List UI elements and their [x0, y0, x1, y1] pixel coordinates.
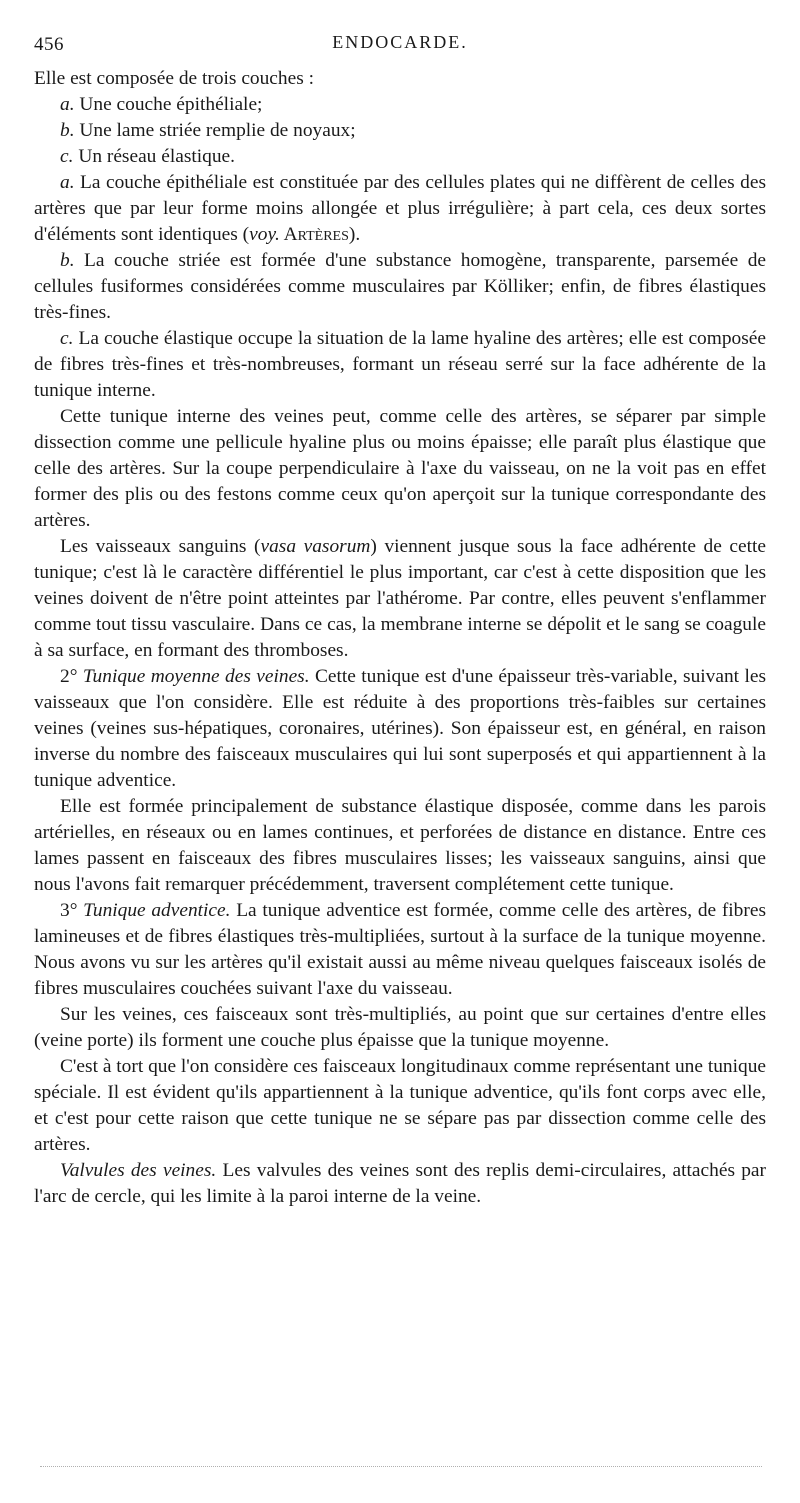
- cross-ref-voy: voy.: [249, 224, 280, 245]
- paragraph-elastic-layer: [34, 326, 766, 404]
- bottom-show-through-rule: [40, 1466, 762, 1467]
- paragraph-close: ).: [348, 224, 361, 245]
- paragraph-letter: a.: [60, 172, 75, 193]
- paragraph-blood-vessels: [34, 534, 766, 664]
- paragraph-elastic-substance: Elle est formée principalement de substance élastique disposée, comme dans les parois artérielles, en réseaux ou en lames continues, et perforées de distance en distance. Entre ces lames passent en faisceaux des fibres musculaires lisses; les vaisseaux sanguins, ainsi que nous l'avons fait remarquer précédemment, traversent complétement cette tunique.: [34, 796, 766, 895]
- paragraph-letter: b.: [60, 250, 75, 271]
- paragraph-valves: [34, 1158, 766, 1210]
- paragraph-middle-tunic: [34, 664, 766, 794]
- paragraph-text: La couche élastique occupe la situation de la lame hyaline des artères; elle est composée de fibres très-fines et très-nombreuses, formant un réseau serré sur la face adhérente de la tunique interne.: [34, 328, 766, 401]
- book-page: [34, 28, 766, 1210]
- paragraph-text: Cette tunique est d'une épaisseur très-variable, suivant les vaisseaux que l'on considère. Elle est réduite à des proportions très-faibles sur certaines veines (veines sus-hépatiques, coronaires, utérines). Son épaisseur est, en général, en raison inverse du nombre des faisceaux musculaires qui lui sont superposés et qui appartiennent à la tunique adventice.: [34, 666, 766, 791]
- enum-letter: c.: [60, 146, 74, 167]
- section-number: 3°: [60, 900, 78, 921]
- paragraph-adventitia: [34, 898, 766, 1002]
- section-heading: Tunique moyenne des veines.: [77, 666, 310, 687]
- paragraph-text: La couche épithéliale est constituée par des cellules plates qui ne diffèrent de celles des artères que par leur forme moins allongée et plus irrégulière; à part cela, ces deux sortes d'éléments sont identiques (: [34, 172, 766, 245]
- page-header: [34, 28, 766, 58]
- enum-text: Une couche épithéliale;: [74, 94, 263, 115]
- paragraph-epithelial-layer: [34, 170, 766, 248]
- section-heading: Tunique adventice.: [77, 900, 231, 921]
- page-number: 456: [34, 34, 64, 55]
- enum-letter: a.: [60, 94, 75, 115]
- enum-text: Un réseau élastique.: [73, 146, 235, 167]
- paragraph-striated-layer: [34, 248, 766, 326]
- paragraph-text: Les vaisseaux sanguins (: [60, 536, 261, 557]
- paragraph-internal-tunic: Cette tunique interne des veines peut, comme celle des artères, se séparer par simple dissection comme une pellicule hyaline plus ou moins épaisse; elle paraît plus élastique que celle des artères. Sur la coupe perpendiculaire à l'axe du vaisseau, on ne la voit pas en effet former des plis ou des festons comme ceux qu'on aperçoit sur la tunique correspondante des artères.: [34, 406, 766, 531]
- cross-ref-arteres: Artères: [279, 224, 349, 245]
- paragraph-text: ) viennent jusque sous la face adhérente de cette tunique; c'est là le caractère différentiel le plus important, car c'est à cette disposition que les veines doivent de n'être point atteintes par l'athérome. Par contre, elles peuvent s'enflammer comme tout tissu vasculaire. Dans ce cas, la membrane interne se dépolit et le sang se coagule à sa surface, en formant des thromboses.: [34, 536, 767, 661]
- running-title: ENDOCARDE.: [332, 32, 468, 52]
- latin-term: vasa vasorum: [260, 536, 371, 557]
- body-text: [34, 66, 766, 1210]
- paragraph-text: La couche striée est formée d'une substance homogène, transparente, parsemée de cellules fusiformes considérées comme musculaires par Kölliker; enfin, de fibres élastiques très-fines.: [34, 250, 766, 323]
- paragraph-text: La tunique adventice est formée, comme celle des artères, de fibres lamineuses et de fibres élastiques très-multipliées, surtout à la surface de la tunique moyenne. Nous avons vu sur les artères qu'il existait aussi au même niveau quelques faisceaux isolés de fibres musculaires couchées suivant l'axe du vaisseau.: [34, 900, 766, 999]
- section-number: 2°: [60, 666, 78, 687]
- paragraph-muscle-bundles: Sur les veines, ces faisceaux sont très-multipliés, au point que sur certaines d'entre elles (veine porte) ils forment une couche plus épaisse que la tunique moyenne.: [34, 1004, 766, 1051]
- enumeration-item-a: [34, 92, 766, 118]
- paragraph-text: Les valvules des veines sont des replis demi-circulaires, attachés par l'arc de cercle, qui les limite à la paroi interne de la veine.: [34, 1160, 766, 1207]
- enum-letter: b.: [60, 120, 75, 141]
- paragraph-longitudinal-bundles: C'est à tort que l'on considère ces faisceaux longitudinaux comme représentant une tunique spéciale. Il est évident qu'ils appartiennent à la tunique adventice, qu'ils font corps avec elle, et c'est pour cette raison que cette tunique ne se sépare pas par dissection comme celle des artères.: [34, 1056, 766, 1155]
- section-heading: Valvules des veines.: [60, 1160, 217, 1181]
- enumeration-item-b: [34, 118, 766, 144]
- enum-text: Une lame striée remplie de noyaux;: [74, 120, 356, 141]
- intro-line: Elle est composée de trois couches :: [34, 68, 314, 89]
- enumeration-item-c: [34, 144, 766, 170]
- paragraph-letter: c.: [60, 328, 74, 349]
